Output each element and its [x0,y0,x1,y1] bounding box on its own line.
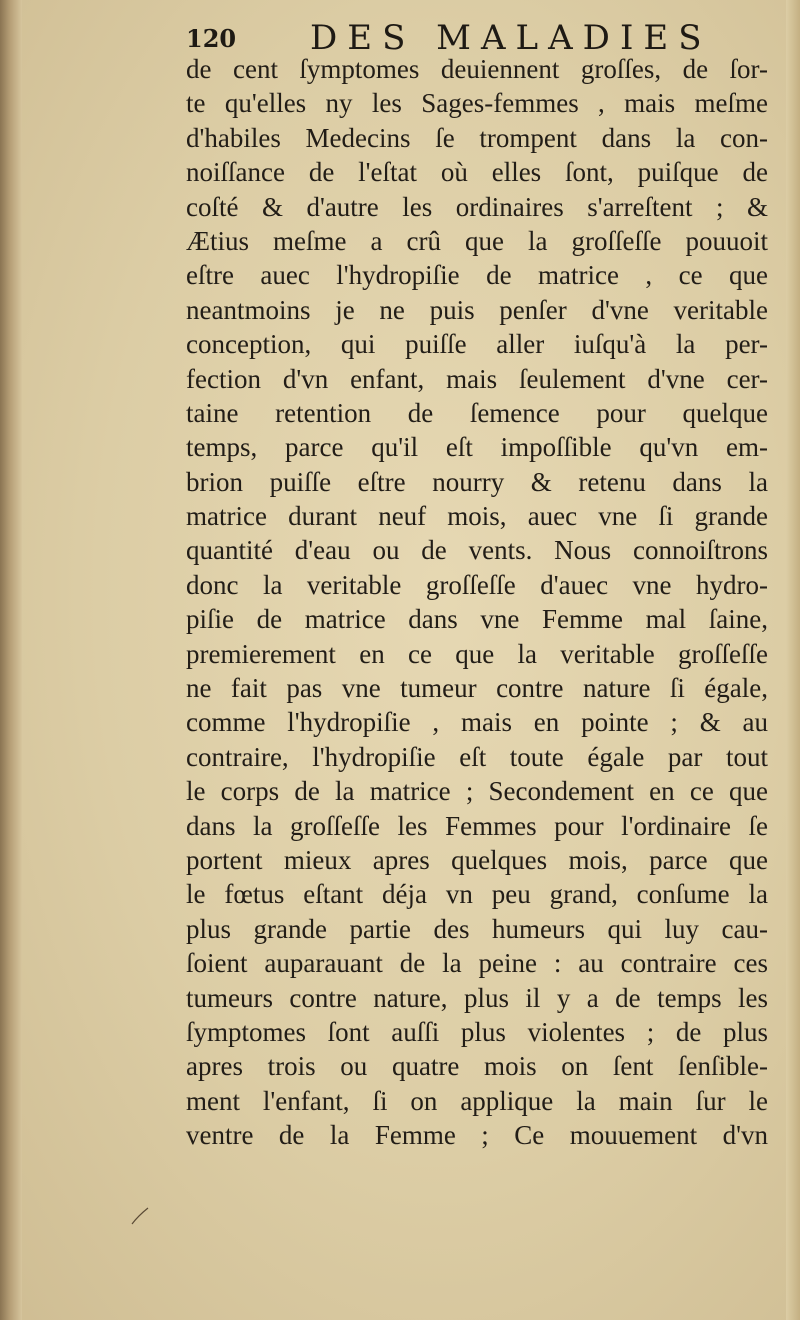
text-line: brion puiſſe eſtre nourry & retenu dans la [186,466,768,497]
text-line: eſtre auec l'hydropiſie de matrice , ce que [186,260,768,291]
text-line: comme l'hydropiſie , mais en pointe ; & au [186,707,768,738]
text-line: tumeurs contre nature, plus il y a de temps les [186,982,768,1013]
text-line: premierement en ce que la veritable groſſeſſe [186,638,768,669]
text-line: donc la veritable groſſeſſe d'auec vne hydro- [186,569,768,600]
text-line: ſoient auparauant de la peine : au contraire ces [186,948,768,979]
text-line: coſté & d'autre les ordinaires s'arreſtent ; & [186,191,768,222]
text-line: le corps de la matrice ; Secondement en ce que [186,776,768,807]
text-line: ment l'enfant, ſi on applique la main ſur le [186,1085,768,1116]
text-line: dans la groſſeſſe les Femmes pour l'ordinaire ſe [186,810,768,841]
text-line: temps, parce qu'il eſt impoſſible qu'vn em- [186,432,768,463]
page-number: 120 [186,24,237,53]
text-line: contraire, l'hydropiſie eſt toute égale par tout [186,741,768,772]
page-edge [786,0,800,1320]
text-line: le fœtus eſtant déja vn peu grand, conſume la [186,879,768,910]
binding-gutter [0,0,22,1320]
running-title: DES MALADIES [310,18,712,58]
text-line: neantmoins je ne puis penſer d'vne veritable [186,294,768,325]
body-text [186,52,768,1153]
text-line: ventre de la Femme ; Ce mouuement d'vn [186,1120,768,1151]
text-line: matrice durant neuf mois, auec vne ſi grande [186,501,768,532]
text-line: Ætius meſme a crû que la groſſeſſe pouuoit [186,225,768,256]
text-line: fection d'vn enfant, mais ſeulement d'vne cer- [186,363,768,394]
text-line: ne fait pas vne tumeur contre nature ſi égale, [186,673,768,704]
text-line: ſymptomes ſont auſſi plus violentes ; de plus [186,1016,768,1047]
text-line: quantité d'eau ou de vents. Nous connoiſtrons [186,535,768,566]
text-line: portent mieux apres quelques mois, parce que [186,844,768,875]
text-line: te qu'elles ny les Sages-femmes , mais meſme [186,88,768,119]
text-line: taine retention de ſemence pour quelque [186,397,768,428]
text-line: d'habiles Medecins ſe trompent dans la con- [186,122,768,153]
text-line: apres trois ou quatre mois on ſent ſenſible- [186,1051,768,1082]
text-line: plus grande partie des humeurs qui luy cau- [186,913,768,944]
text-line: noiſſance de l'eſtat où elles ſont, puiſque de [186,157,768,188]
text-line: conception, qui puiſſe aller iuſqu'à la per- [186,329,768,360]
ink-mark [128,1204,152,1228]
text-line: de cent ſymptomes deuiennent groſſes, de ſor- [186,54,768,84]
text-line: piſie de matrice dans vne Femme mal ſaine, [186,604,768,635]
